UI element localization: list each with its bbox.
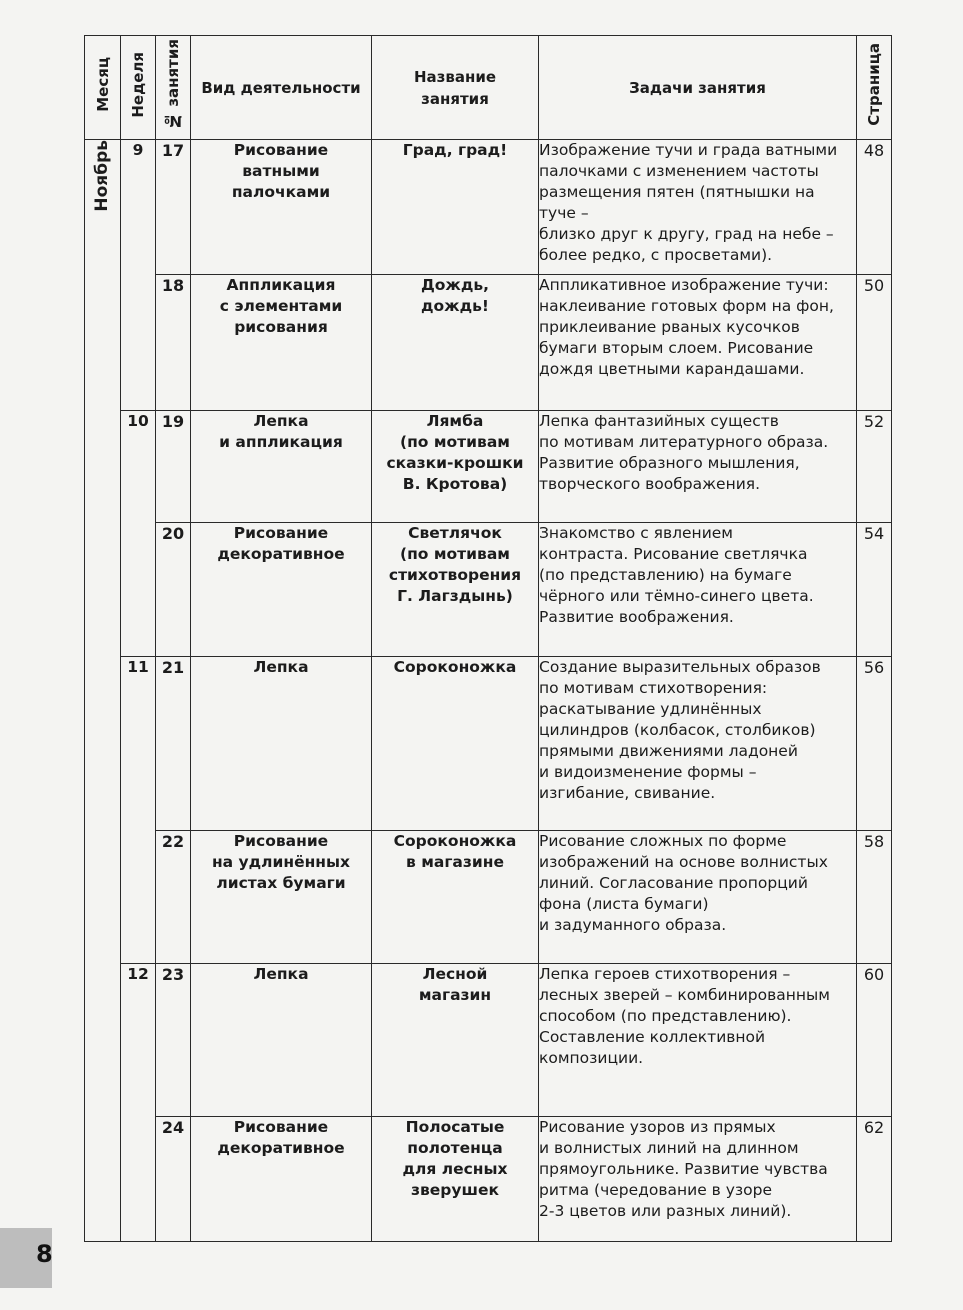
activity-type: Лепка — [191, 964, 372, 1117]
table-row — [85, 275, 892, 411]
lesson-number: 17 — [156, 140, 191, 275]
lesson-number: 20 — [156, 523, 191, 657]
lesson-title: Полосатые полотенца для лесных зверушек — [372, 1117, 539, 1242]
lesson-tasks: Лепка фантазийных существ по мотивам литературного образа. Развитие образного мышления, творческого воображения. — [539, 411, 857, 523]
header-tasks: Задачи занятия — [539, 36, 857, 140]
activity-type: Рисование декоративное — [191, 523, 372, 657]
lesson-number: 19 — [156, 411, 191, 523]
activity-type: Рисование ватными палочками — [191, 140, 372, 275]
page-number: 8 — [36, 1240, 53, 1268]
lesson-number: 23 — [156, 964, 191, 1117]
header-title: Название занятия — [372, 36, 539, 140]
table-row — [85, 140, 892, 275]
lesson-title: Лямба (по мотивам сказки-крошки В. Кротова) — [372, 411, 539, 523]
week-cell: 10 — [121, 411, 156, 657]
table-row — [85, 657, 892, 831]
page-ref: 48 — [857, 140, 892, 275]
month-cell: Ноябрь — [85, 140, 121, 1242]
week-cell: 11 — [121, 657, 156, 964]
lesson-title: Сороконожка — [372, 657, 539, 831]
page-ref: 50 — [857, 275, 892, 411]
lesson-number: 22 — [156, 831, 191, 964]
page-ref: 54 — [857, 523, 892, 657]
table-row — [85, 1117, 892, 1242]
page-ref: 58 — [857, 831, 892, 964]
activity-type: Рисование на удлинённых листах бумаги — [191, 831, 372, 964]
header-week: Неделя — [121, 36, 156, 140]
lesson-tasks: Аппликативное изображение тучи: наклеивание готовых форм на фон, приклеивание рваных кусочков бумаги вторым слоем. Рисование дождя цветными карандашами. — [539, 275, 857, 411]
lesson-tasks: Создание выразительных образов по мотивам стихотворения: раскатывание удлинённых цилиндров (колбасок, столбиков) прямыми движениями ладоней и видоизменение формы – изгибание, свивание. — [539, 657, 857, 831]
lesson-tasks: Рисование сложных по форме изображений на основе волнистых линий. Согласование пропорций фона (листа бумаги) и задуманного образа. — [539, 831, 857, 964]
lesson-title: Град, град! — [372, 140, 539, 275]
table-row — [85, 411, 892, 523]
lesson-tasks: Лепка героев стихотворения – лесных зверей – комбинированным способом (по представлению). Составление коллективной композиции. — [539, 964, 857, 1117]
page-ref: 56 — [857, 657, 892, 831]
table-row — [85, 523, 892, 657]
lesson-number: 18 — [156, 275, 191, 411]
header-month: Месяц — [85, 36, 121, 140]
lesson-number: 24 — [156, 1117, 191, 1242]
activity-type: Лепка — [191, 657, 372, 831]
page-ref: 60 — [857, 964, 892, 1117]
lesson-tasks: Изображение тучи и града ватными палочками с изменением частоты размещения пятен (пятнышки на туче – близко друг к другу, град на небе – более редко, с просветами). — [539, 140, 857, 275]
lesson-title: Дождь, дождь! — [372, 275, 539, 411]
week-cell: 12 — [121, 964, 156, 1242]
page-ref: 52 — [857, 411, 892, 523]
lesson-title: Лесной магазин — [372, 964, 539, 1117]
week-cell: 9 — [121, 140, 156, 411]
header-lesson-no: № занятия — [156, 36, 191, 140]
lesson-plan-table — [84, 35, 892, 1242]
lesson-tasks: Знакомство с явлением контраста. Рисование светлячка (по представлению) на бумаге чёрного или тёмно-синего цвета. Развитие воображения. — [539, 523, 857, 657]
header-page: Страница — [857, 36, 892, 140]
activity-type: Аппликация с элементами рисования — [191, 275, 372, 411]
header-activity: Вид деятельности — [191, 36, 372, 140]
lesson-title: Светлячок (по мотивам стихотворения Г. Лагздынь) — [372, 523, 539, 657]
activity-type: Рисование декоративное — [191, 1117, 372, 1242]
lesson-title: Сороконожка в магазине — [372, 831, 539, 964]
lesson-number: 21 — [156, 657, 191, 831]
table-row — [85, 964, 892, 1117]
header-row — [85, 36, 892, 140]
lesson-tasks: Рисование узоров из прямых и волнистых линий на длинном прямоугольнике. Развитие чувства ритма (чередование в узоре 2-3 цветов или разных линий). — [539, 1117, 857, 1242]
page-ref: 62 — [857, 1117, 892, 1242]
table-row — [85, 831, 892, 964]
activity-type: Лепка и аппликация — [191, 411, 372, 523]
